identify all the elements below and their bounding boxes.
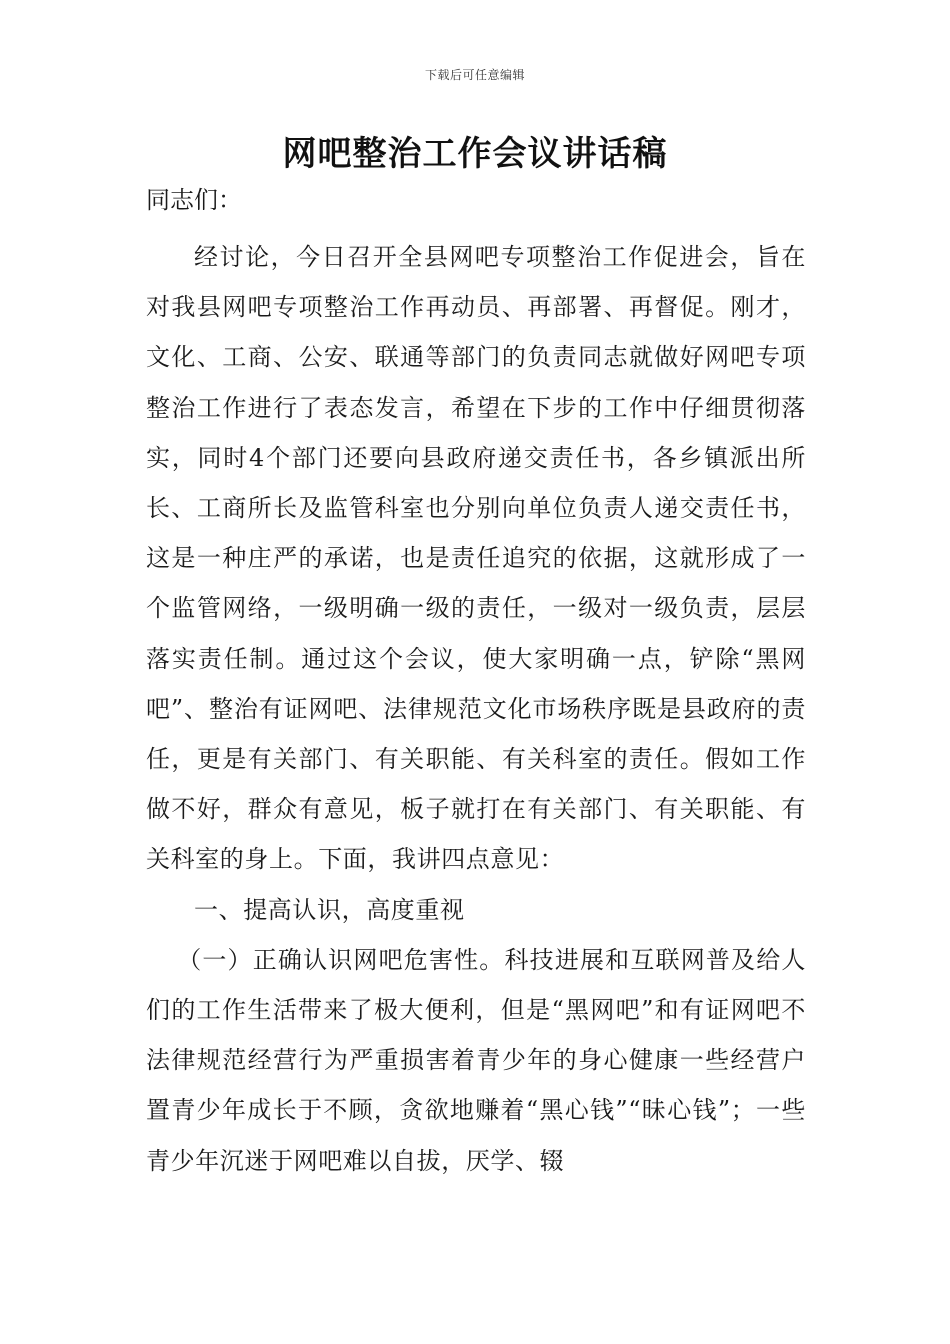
salutation: 同志们： <box>146 186 242 214</box>
document-body <box>146 232 806 1186</box>
subsection-paragraph: （一）正确认识网吧危害性。科技进展和互联网普及给人们的工作生活带来了极大便利，但是“黑网吧”和有证网吧不法律规范经营行为严重损害着青少年的身心健康一些经营户置青少年成长于不顾，贪欲地赚着“黑心钱”“昧心钱”；一些青少年沉迷于网吧难以自拔，厌学、辍 <box>146 945 806 1175</box>
document-title: 网吧整治工作会议讲话稿 <box>282 134 668 174</box>
section-heading: 一、提高认识，高度重视 <box>194 895 465 924</box>
body-paragraph: 经讨论，今日召开全县网吧专项整治工作促进会，旨在对我县网吧专项整治工作再动员、再部署、再督促。刚才，文化、工商、公安、联通等部门的负责同志就做好网吧专项整治工作进行了表态发言，希望在下步的工作中仔细贯彻落实，同时4个部门还要向县政府递交责任书，各乡镇派出所长、工商所长及监管科室也分别向单位负责人递交责任书，这是一种庄严的承诺，也是责任追究的依据，这就形成了一个监管网络，一级明确一级的责任，一级对一级负责，层层落实责任制。通过这个会议，使大家明确一点，铲除“黑网吧”、整治有证网吧、法律规范文化市场秩序既是县政府的责任，更是有关部门、有关职能、有关科室的责任。假如工作做不好，群众有意见，板子就打在有关部门、有关职能、有关科室的身上。下面，我讲四点意见： <box>146 243 806 874</box>
header-note: 下载后可任意编辑 <box>424 68 525 82</box>
